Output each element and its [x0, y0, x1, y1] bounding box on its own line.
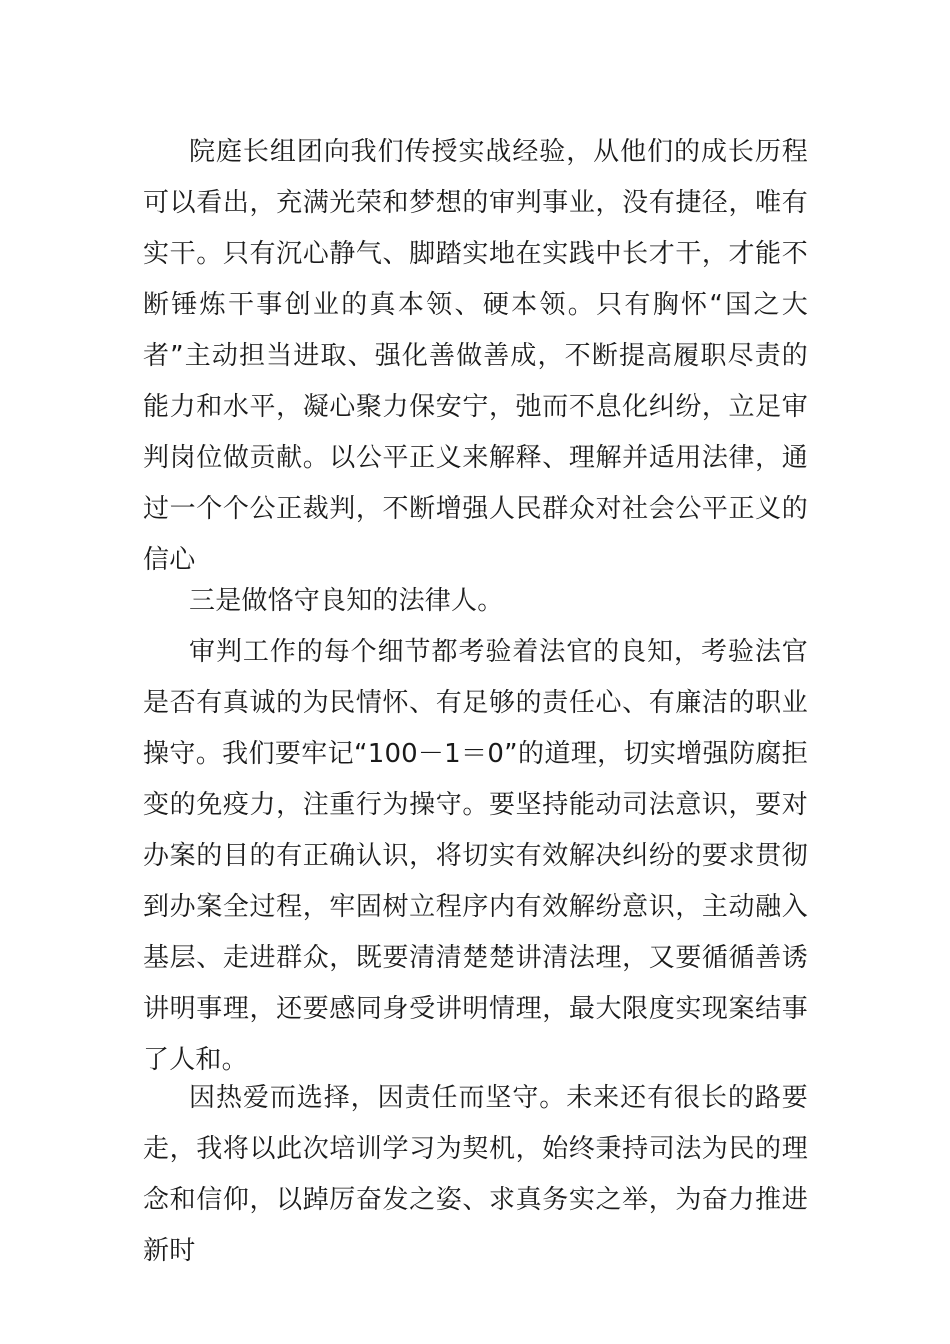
paragraph-conscience: 审判工作的每个细节都考验着法官的良知，考验法官是否有真诚的为民情怀、有足够的责任心、有廉洁的职业操守。我们要牢记“100－1＝0”的道理，切实增强防腐拒变的免疫力，注重行为操守。要坚持能动司法意识，要对办案的目的有正确认识，将切实有效解决纠纷的要求贯彻到办案全过程，牢固树立程序内有效解纷意识，主动融入基层、走进群众，既要清清楚楚讲清法理，又要循循善诱讲明事理，还要感同身受讲明情理，最大限度实现案结事了人和。: [143, 637, 808, 1075]
paragraph-conclusion: 因热爱而选择，因责任而坚守。未来还有很长的路要走，我将以此次培训学习为契机，始终秉持司法为民的理念和信仰，以踔厉奋发之姿、求真务实之举，为奋力推进新时: [143, 1083, 808, 1266]
paragraph-experience: 院庭长组团向我们传授实战经验，从他们的成长历程可以看出，充满光荣和梦想的审判事业，没有捷径，唯有实干。只有沉心静气、脚踏实地在实践中长才干，才能不断锤炼干事创业的真本领、硬本领。只有胸怀“国之大者”主动担当进取、强化善做善成，不断提高履职尽责的能力和水平，凝心聚力保安宁，弛而不息化纠纷，立足审判岗位做贡献。以公平正义来解释、理解并适用法律，通过一个个公正裁判，不断增强人民群众对社会公平正义的信心: [143, 137, 808, 575]
section-heading-three: 三是做恪守良知的法律人。: [189, 586, 504, 616]
